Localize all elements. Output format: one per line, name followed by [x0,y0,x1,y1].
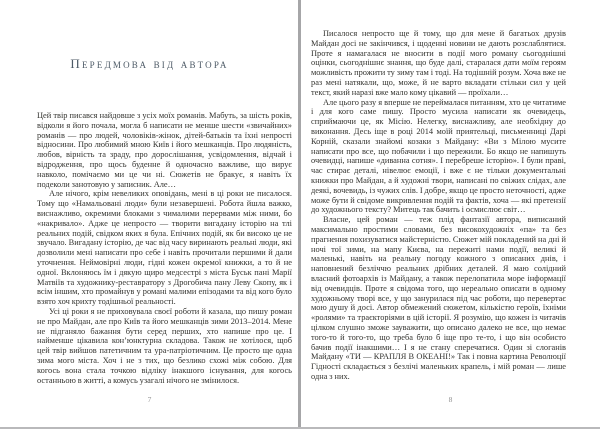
page-number-left: 7 [147,395,152,404]
paragraph: Цей твір писався найдовше з усіх моїх романів. Мабуть, за шість років, відколи я його почала, могла б написати не менше шести «звичайних» романів — про людей, чоловіків-жінок, дітей-батьків та їхні непрості відносини. Про любимий мною Київ і його мешканців. Про людяність, любов, вірність та зраду, про дорослішання, усвідомлення, відчай і відродження, про щось буденне й одночасно важливе, що вирує навколо, помічаємо ми це чи ні. Сюжетів не бракує, я навіть їх подеколи занотовую у записник. Але… [37,111,292,189]
paragraph: Власне, цей роман — теж плід фантазії автора, виписаний максимально простими словами, без високохудожніх «па» та без прагнення похизуватися майстерністю. Сюжет мій покладений на дні й ночі тої зими, на мапу Києва, на пережиті нами події, великі й маленькі, навіть на реальну погоду кожного з описаних днів, і наповнений безліччю реальних дрібних деталей. Я маю солідний власний фотоархів із Майдану, а також перелопатила море інформації від очевидців. Проте я свідома того, що нереально описати в одному художньому творі все, у що занурилася під час роботи, що перевертає мою душу й досі. Автор обмежений сюжетом, кількістю героїв, їхніми «ролями» та траєкторіями в цій історії. Я розумію, що кожен із читачів цілком слушно зможе зауважити, що описано далеко не все, що немає того-то й того-то, що треба було б іще про те-то, і що він особисто бачив події інакшими… І я не стану сперечатися. Один зі слоганів Майдану «ТИ — КРАПЛЯ В ОКЕАНІ!» Так і повна картина Революції Гідності складається з безлічі маленьких крапель, і мій роман — лише одна з них. [311,215,566,381]
paragraph: Усі ці роки я не приховувала своєї роботи й казала, що пишу роман не про Майдан, але про Київ та його мешканців зими 2013–2014. Мене не підганяло бажання бути серед перших, хто напише про це. І найменше цікавила кон’юнктурна складова. Також не хотілося, щоб цей твір вийшов патетичним та ура-патріотичним. Це просто ще одна зима мого міста. Хоч і не з тих, що безлико схожі між собою. Для когось вона стала точкою відліку інакшого існування, для когось останньою в житті, а комусь узагалі нічого не змінилося. [37,306,292,385]
page-left [0,0,299,427]
paragraph: Але цього разу я вперше не переймалася питанням, хто це читатиме і для кого саме пишу. Просто мусила написати як очевидець, сприймаючи це, як Місію. Нелегку, виснажливу, але необхідну до виконання. Десь іще в році 2014 моїй приятельці, письменниці Дарі Корній, сказали знайомі козаки з Майдану: «Ви з Мілою мусите написати про все, що побачили і що пережили. Бо якщо не напишуть очевидці, напише «диванна сотня». І перебреше історію». І були праві, час стирає деталі, нівелює емоції, і вже є не тільки документальні книжки про Майдан, а й художні твори, написані по свіжих слідах, але деякі, вочевидь, із чужих слів. І добре, якщо це просто неточності, адже може бути й свідоме викривлення подій та фактів, хоча — які претензії до художнього тексту? Митець так бачить і осмислює світ… [311,97,566,215]
page-number-right: 8 [448,395,453,404]
paragraph: Писалося непросто ще й тому, що для мене й багатьох друзів Майдан досі не закінчився, і щоденні новини не дають розслаблятися. Проте я намагалася не вносити в події мого роману сьогоднішні оцінки, сьогоднішнє знання, що буде далі, старалася дати моїм героям можливість прожити ту зиму там і тоді. На тодішній розум. Хоча вже не раз мені натякали, що, може, й не варто вкладати стільки сил у цей текст, який наразі вже мало кому цікавий — проїхали… [311,29,566,97]
page-bottom-edge [0,427,600,429]
page-right [301,0,600,427]
paragraph: Але нічого, крім невеликих оповідань, мені в ці роки не писалося. Тому що «Намальовані люди» були незавершені. Робота йшла важко, виснажливо, окремими блоками з чималими перервами між ними, бо «накривало». Адже це непросто — творити вигадану історію на тлі реальних подій, свідком яких я була. Епічних подій, як би високо це не звучало. Вигадану історію, де час від часу виринають реальні люди, які дозволили мені написати про себе і навіть прочитали першими й дали уточнення. Неймовірні люди, гідні кожен окремої книжки, а то й не одної. Вклоняюсь їм і дякую щиро медсестрі з міста Буськ пані Марії Матвіїв та художнику-реставратору з Дрогобича пану Леву Скопу, як і всім іншим, хто промайнув у романі малими епізодами та від кого було взято хоч крихту тодішньої реальності. [37,189,292,307]
chapter-title: Передмова від автора [70,56,229,71]
right-text-block [311,29,566,382]
left-text-block [37,111,292,385]
